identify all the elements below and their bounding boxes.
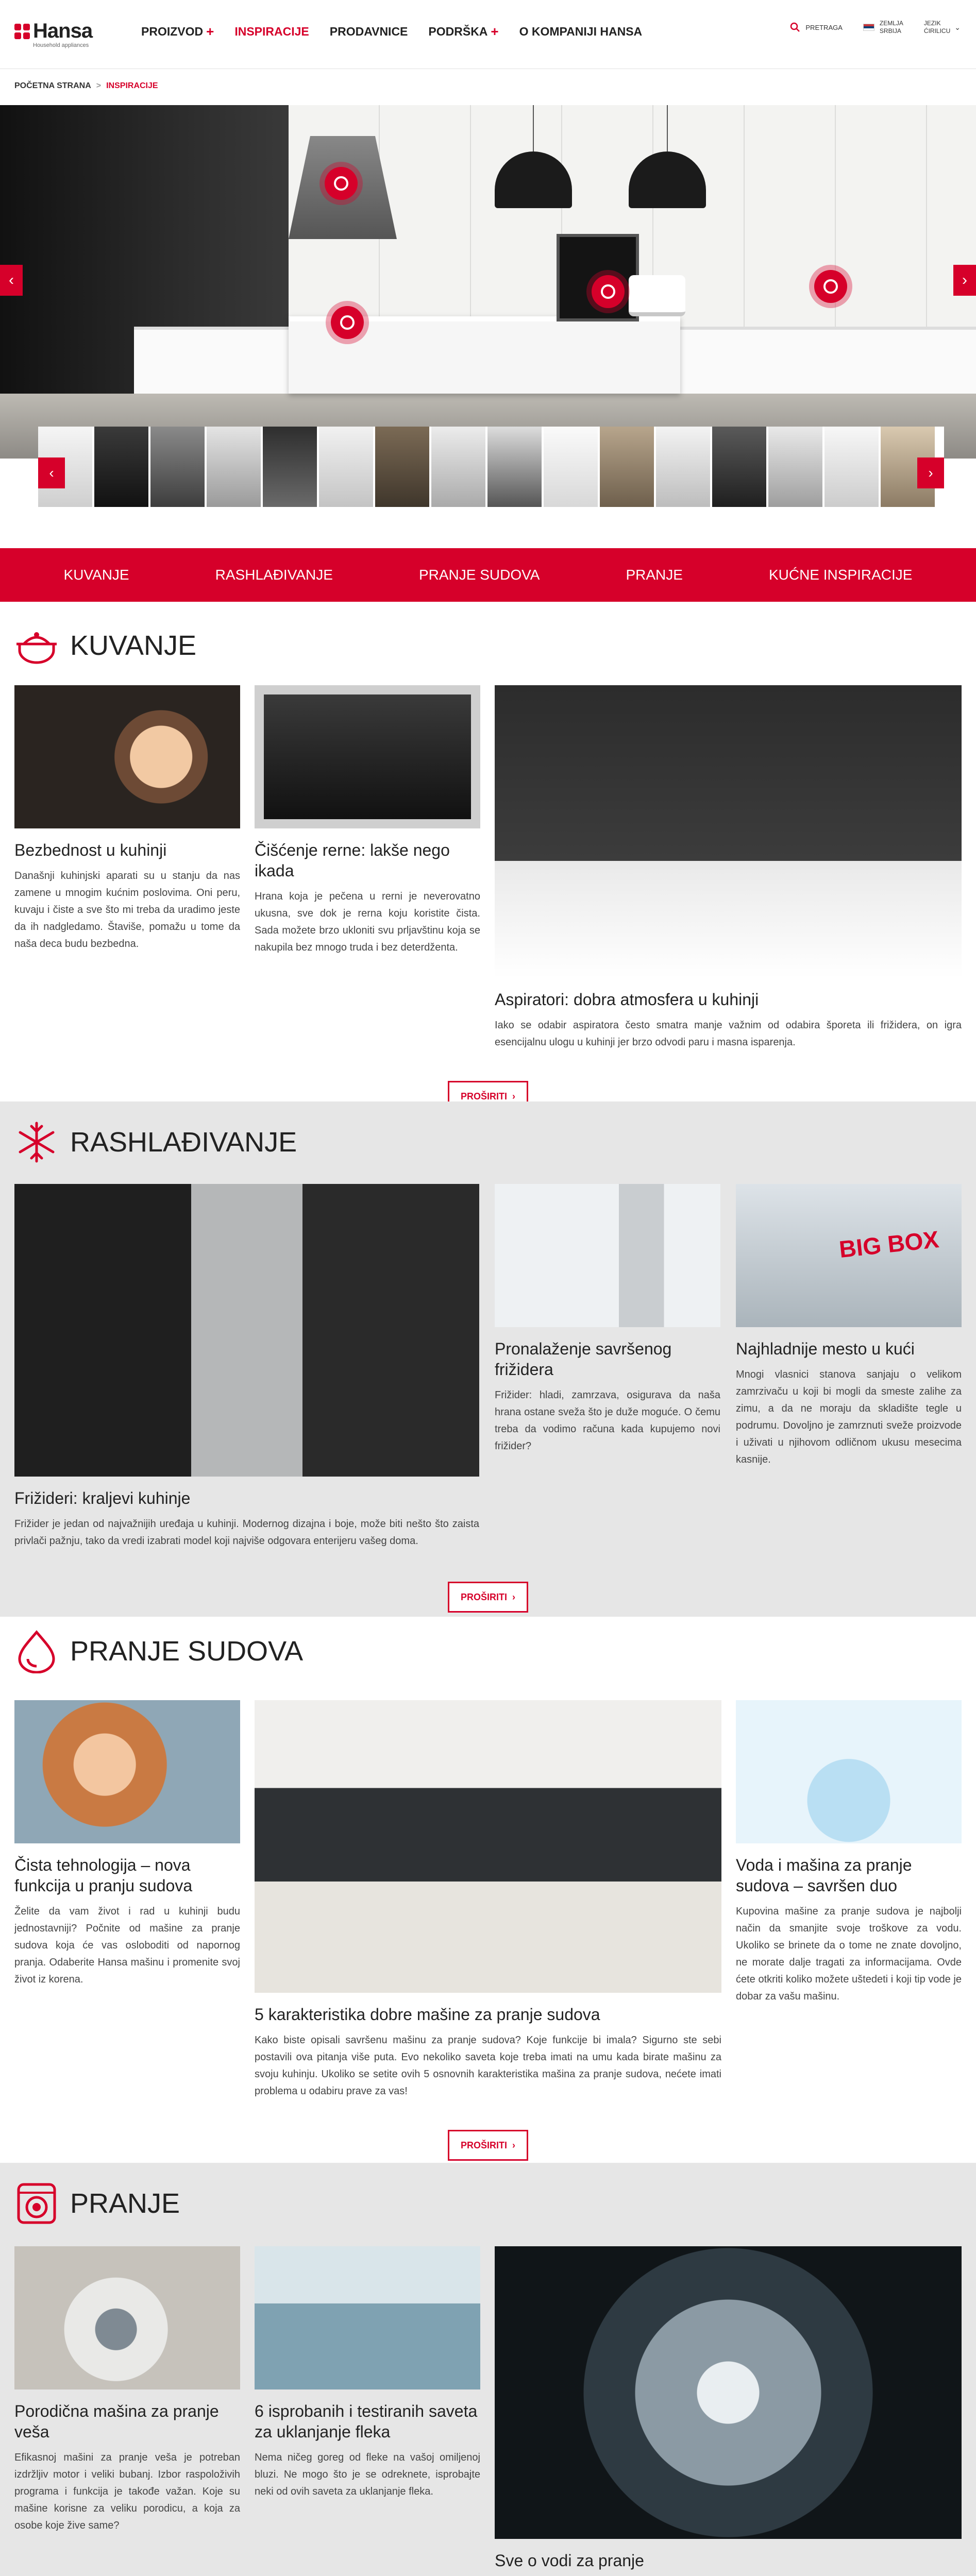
category-link-kuvanje[interactable]: KUVANJE: [63, 567, 129, 583]
article-text: Želite da vam život i rad u kuhinji budu jednostavniji? Počnite od mašine za pranje sudova koja će vas osloboditi od napornog pranja. Odaberite Hansa mašinu i promenite svoj život iz korena.: [14, 1906, 240, 1985]
section-kuvanje: [0, 602, 976, 1117]
thumbnails-next-button[interactable]: ›: [917, 457, 944, 488]
hansa-logo[interactable]: [14, 20, 93, 48]
hero-prev-button[interactable]: ‹: [0, 265, 23, 296]
article-card[interactable]: [255, 2246, 480, 2500]
article-title: Pronalaženje savršenog frižidera: [495, 1340, 672, 1379]
pot-icon: [14, 623, 59, 668]
breadcrumb-home[interactable]: POČETNA STRANA: [14, 81, 91, 90]
article-card[interactable]: [736, 1700, 962, 2005]
hotspot-hood[interactable]: [325, 167, 358, 200]
article-title: 6 isprobanih i testiranih saveta za uklanjanje fleka: [255, 2402, 478, 2441]
search-icon: [790, 22, 800, 32]
hero-thumbnail[interactable]: [824, 427, 879, 507]
hero-thumbnails: [38, 427, 944, 507]
article-image: [255, 685, 480, 828]
more-button[interactable]: PROŠIRITI ›: [448, 1081, 528, 1112]
article-card[interactable]: [495, 1184, 720, 1455]
chevron-right-icon: ›: [512, 2140, 515, 2150]
chevron-down-icon: ⌄: [954, 23, 961, 31]
article-card[interactable]: [495, 685, 962, 1051]
article-title: Čista tehnologija – nova funkcija u pranju sudova: [14, 1856, 193, 1895]
article-text: Današnji kuhinjski aparati su u stanju da nas zamene u mnogim kućnim poslovima. Oni peru, kuvaju i čiste a sve što mi treba da uradimo jeste da ih nadgledamo. Štaviše, pomažu u tome da naša deca budu bezbedna.: [14, 870, 240, 950]
washing-machine-icon: [14, 2181, 59, 2226]
section-pranje: [0, 2163, 976, 2576]
section-header: [14, 2181, 180, 2226]
article-card[interactable]: [495, 2246, 962, 2576]
hero-thumbnail[interactable]: [487, 427, 542, 507]
article-image: [255, 2246, 480, 2389]
nav-o-kompaniji[interactable]: O KOMPANIJI HANSA: [519, 25, 643, 38]
article-image: [736, 1184, 962, 1327]
article-title: Voda i mašina za pranje sudova – savršen duo: [736, 1856, 912, 1895]
logo-word: Hansa: [33, 20, 93, 42]
nav-podrska[interactable]: PODRŠKA +: [428, 24, 499, 39]
hero-thumbnail[interactable]: [319, 427, 373, 507]
article-card[interactable]: [14, 2246, 240, 2534]
article-image: [255, 1700, 721, 1993]
thumbnails-prev-button[interactable]: ‹: [38, 457, 65, 488]
article-title: Čišćenje rerne: lakše nego ikada: [255, 841, 450, 880]
hero-thumbnail[interactable]: [768, 427, 822, 507]
article-image: [14, 1184, 479, 1477]
category-link-pranje[interactable]: PRANJE: [626, 567, 683, 583]
article-image: [14, 685, 240, 828]
country-selector[interactable]: ZEMLJA SRBIJA: [863, 20, 903, 35]
article-text: Kupovina mašine za pranje sudova je najbolji način da smanjite svoje troškove za vodu. Ukoliko se brinete da o tome ne znate dovoljno, ne morate dalje tragati za informacijama. Ovde ćete otkriti koliko možete uštedeti i koji tip vode je dobar za vašu mašinu.: [736, 1906, 962, 2002]
water-drop-icon: [14, 1629, 59, 1673]
article-image: [495, 1184, 720, 1327]
section-rashladjivanje: [0, 1101, 976, 1617]
article-title: Bezbednost u kuhinji: [14, 841, 167, 859]
article-title: Najhladnije mesto u kući: [736, 1340, 915, 1358]
nav-proizvod[interactable]: PROIZVOD +: [141, 24, 214, 39]
article-card[interactable]: [255, 1700, 721, 2100]
logo-mark-icon: [14, 24, 30, 39]
more-button[interactable]: PROŠIRITI ›: [448, 1582, 528, 1613]
article-image: [495, 685, 962, 978]
article-title: Porodična mašina za pranje veša: [14, 2402, 219, 2441]
article-image: [14, 1700, 240, 1843]
serbia-flag-icon: [863, 24, 874, 31]
breadcrumb-separator: >: [96, 81, 102, 90]
hotspot-oven[interactable]: [592, 275, 625, 308]
hero-thumbnail[interactable]: [600, 427, 654, 507]
section-title: PRANJE: [70, 2188, 180, 2219]
search-button[interactable]: PRETRAGA: [790, 22, 843, 32]
big-box-label: BIG BOX: [837, 1225, 940, 1263]
hero-lamp: [495, 105, 572, 213]
language-selector[interactable]: JEZIK ĆIRILICU ⌄: [923, 20, 961, 35]
section-title: PRANJE SUDOVA: [70, 1636, 304, 1667]
logo-tagline: Household appliances: [33, 42, 89, 48]
hero-thumbnail[interactable]: [712, 427, 766, 507]
article-image: [495, 2246, 962, 2539]
section-pranje-sudova: [0, 1617, 976, 2163]
hero-thumbnail[interactable]: [207, 427, 261, 507]
article-card[interactable]: [255, 685, 480, 956]
hero-thumbnail[interactable]: [656, 427, 710, 507]
plus-icon: +: [206, 24, 214, 39]
plus-icon: +: [491, 24, 499, 39]
article-title: Aspiratori: dobra atmosfera u kuhinji: [495, 990, 759, 1009]
section-header: [14, 623, 196, 668]
category-link-pranje-sudova[interactable]: PRANJE SUDOVA: [418, 567, 540, 583]
article-title: Frižideri: kraljevi kuhinje: [14, 1489, 191, 1507]
article-card[interactable]: [736, 1184, 962, 1468]
hero-slider: [0, 105, 976, 459]
breadcrumb: [14, 81, 158, 91]
section-header: [14, 1629, 303, 1673]
article-title: 5 karakteristika dobre mašine za pranje sudova: [255, 2005, 600, 2024]
chevron-right-icon: ›: [512, 1591, 515, 1602]
hero-thumbnail[interactable]: [263, 427, 317, 507]
hero-thumbnail[interactable]: [150, 427, 205, 507]
article-text: Nema ničeg goreg od fleke na vašoj omiljenoj bluzi. Ne mogo što je se odreknete, isprobajte neki od ovih saveta za uklanjanje fleka.: [255, 2452, 480, 2497]
article-text: Iako se odabir aspiratora često smatra manje važnim od odabira šporeta ili frižidera, on igra esencijalnu ulogu u kuhinji jer brzo odvodi paru i masna isparenja.: [495, 1020, 962, 1048]
hotspot-fridge[interactable]: [814, 270, 847, 303]
main-nav: [141, 24, 663, 40]
article-card[interactable]: [14, 1700, 240, 1988]
article-card[interactable]: [14, 685, 240, 953]
hero-oven: [557, 234, 639, 321]
more-button[interactable]: PROŠIRITI ›: [448, 2130, 528, 2161]
article-image: [736, 1700, 962, 1843]
article-text: Efikasnoj mašini za pranje veša je potreban izdržljiv motor i veliki bubanj. Izbor raspoloživih programa i funkcija je takođe važan. Koje su mašine korisne za veliku porodicu, a koja za osobe koje žive same?: [14, 2452, 240, 2531]
section-header: [14, 1120, 297, 1164]
article-text: Mnogi vlasnici stanova sanjaju o velikom zamrzivaču u koji bi mogli da smeste zalihe za zimu, a da ne moraju da skladište tegle u podrumu. Dovoljno je zamrznuti sveže proizvode i uživati u njihovom odličnom ukusu mesecima kasnije.: [736, 1369, 962, 1465]
article-card[interactable]: [14, 1184, 479, 1550]
section-title: KUVANJE: [70, 630, 197, 661]
chevron-right-icon: ›: [512, 1091, 515, 1101]
category-link-rashladjivanje[interactable]: RASHLAĐIVANJE: [215, 567, 333, 583]
hero-lamp: [629, 105, 706, 213]
category-link-kucne-inspiracije[interactable]: KUĆNE INSPIRACIJE: [768, 567, 913, 583]
breadcrumb-current: INSPIRACIJE: [106, 81, 158, 90]
snowflake-icon: [14, 1120, 59, 1164]
category-bar: [0, 548, 976, 602]
article-text: Frižider je jedan od najvažnijih uređaja u kuhinji. Modernog dizajna i boje, može biti nešto što zaista privlači pažnju, tako da vredi izabrati model koji najviše odgovara enterijeru vašeg doma.: [14, 1518, 479, 1547]
hero-thumbnail[interactable]: [431, 427, 485, 507]
hero-next-button[interactable]: ›: [953, 265, 976, 296]
site-header: [0, 0, 976, 69]
nav-inspiracije[interactable]: INSPIRACIJE: [234, 25, 309, 38]
nav-prodavnice[interactable]: PRODAVNICE: [329, 25, 408, 38]
article-text: Frižider: hladi, zamrzava, osigurava da naša hrana ostane sveža što je duže moguće. O čemu treba da vodimo računa kada kupujemo novi frižider?: [495, 1389, 720, 1452]
hotspot-hob[interactable]: [331, 306, 364, 339]
hero-thumbnail[interactable]: [544, 427, 598, 507]
hero-thumbnail[interactable]: [94, 427, 148, 507]
article-title: Sve o vodi za pranje: [495, 2551, 644, 2570]
hero-thumbnail[interactable]: [375, 427, 429, 507]
article-text: Hrana koja je pečena u rerni je neverovatno ukusna, sve dok je rerna koju koristite čista. Sada možete brzo ukloniti svu prljavštinu koja se nakupila bez mnogo truda i bez deterdženta.: [255, 891, 480, 953]
article-image: [14, 2246, 240, 2389]
article-text: Kako biste opisali savršenu mašinu za pranje sudova? Koje funkcije bi imala? Sigurno ste sebi postavili ova pitanja više puta. Evo nekoliko saveta koje treba imati na umu kada birate mašinu za svoju kuhinju. Ukoliko se setite ovih 5 osnovnih karakteristika mašina za pranje sudova, nećete imati problema u odabiru prave za vas!: [255, 2035, 721, 2097]
section-title: RASHLAĐIVANJE: [70, 1127, 297, 1158]
